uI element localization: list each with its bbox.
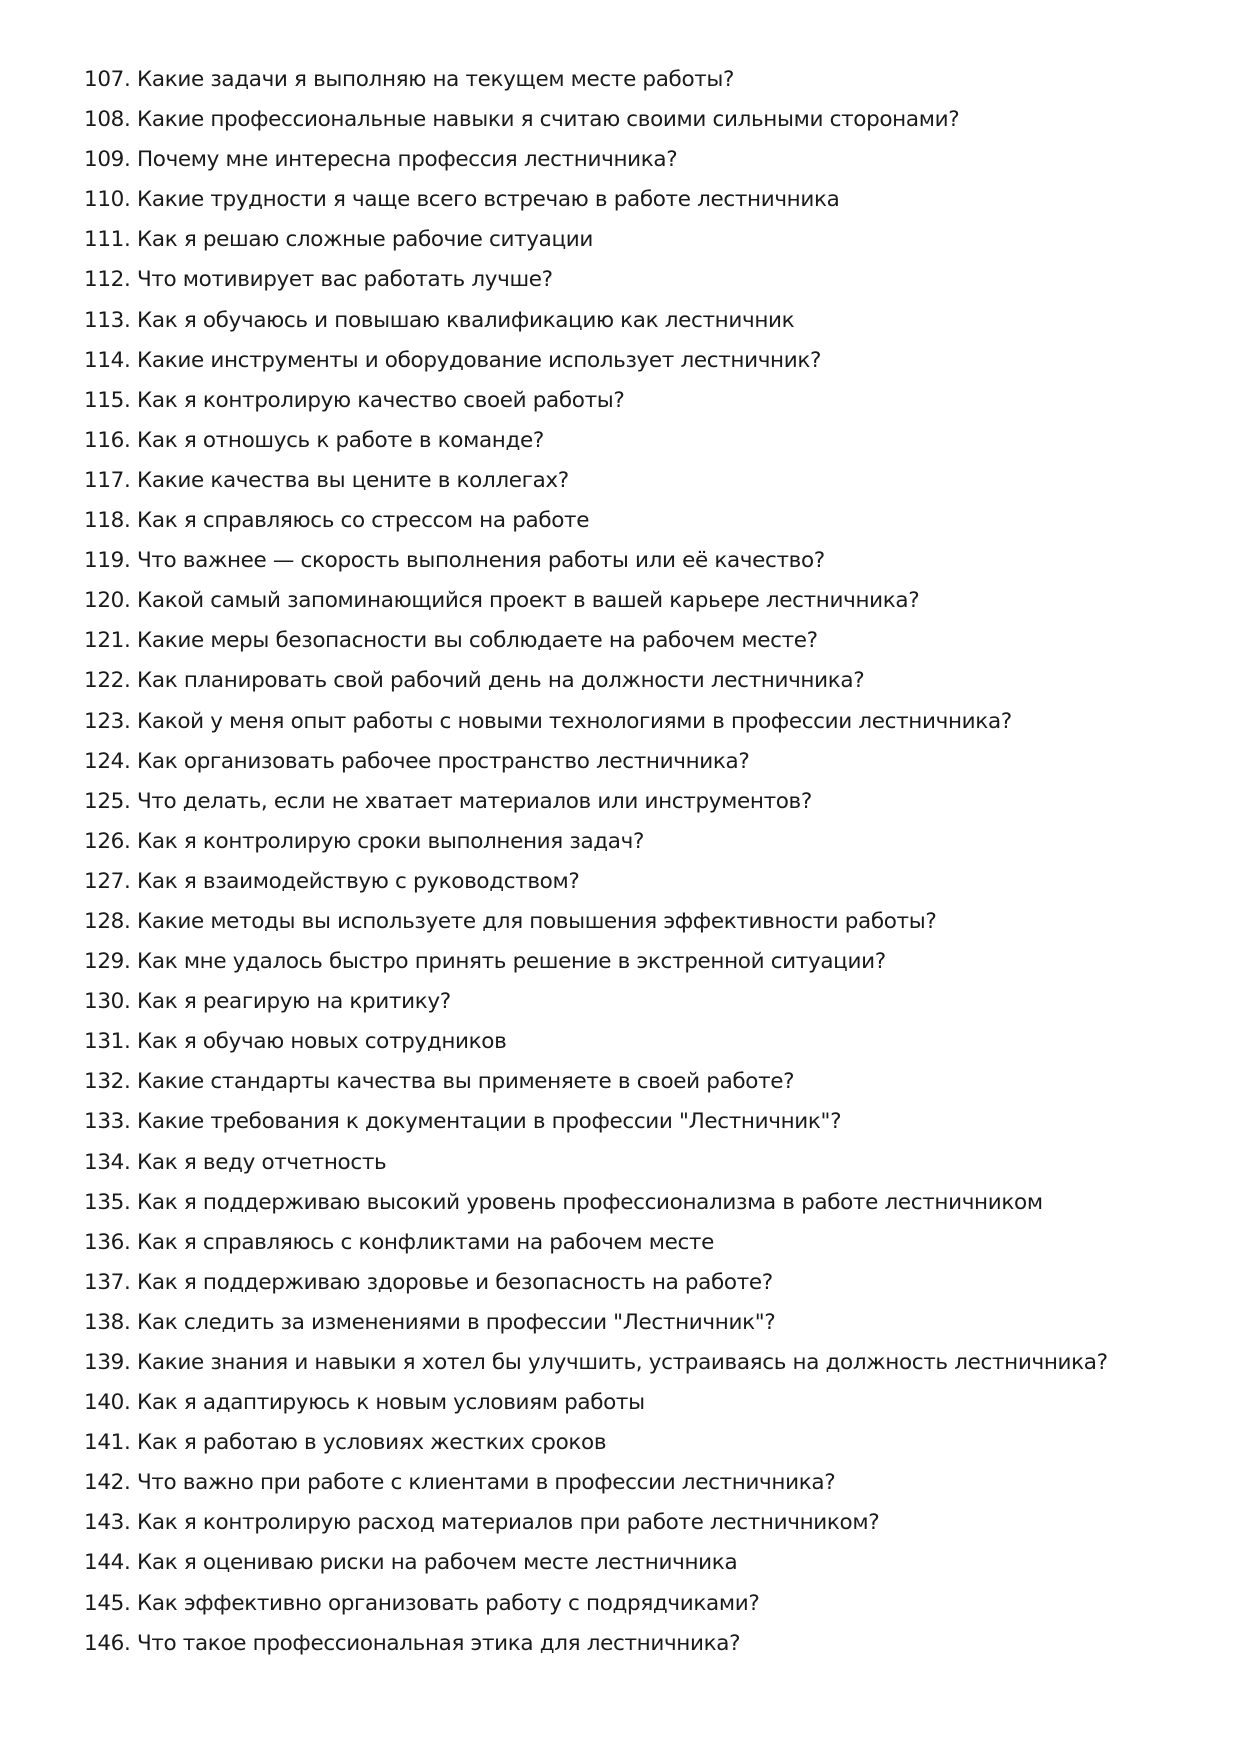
question-item-117: 117. Какие качества вы цените в коллегах?: [84, 467, 569, 493]
question-item-136: 136. Как я справляюсь с конфликтами на рабочем месте: [84, 1229, 714, 1255]
question-item-137: 137. Как я поддерживаю здоровье и безопасность на работе?: [84, 1269, 773, 1295]
question-item-128: 128. Какие методы вы используете для повышения эффективности работы?: [84, 908, 937, 934]
question-item-132: 132. Какие стандарты качества вы применяете в своей работе?: [84, 1069, 795, 1095]
question-item-124: 124. Как организовать рабочее пространство лестничника?: [84, 748, 750, 774]
question-item-119: 119. Что важнее — скорость выполнения работы или её качество?: [84, 548, 825, 574]
question-item-108: 108. Какие профессиональные навыки я считаю своими сильными сторонами?: [84, 107, 960, 133]
question-item-112: 112. Что мотивирует вас работать лучше?: [84, 267, 553, 293]
question-item-145: 145. Как эффективно организовать работу с подрядчиками?: [84, 1590, 760, 1616]
question-item-120: 120. Какой самый запоминающийся проект в вашей карьере лестничника?: [84, 588, 920, 614]
question-item-125: 125. Что делать, если не хватает материалов или инструментов?: [84, 788, 812, 814]
question-item-114: 114. Какие инструменты и оборудование использует лестничник?: [84, 347, 822, 373]
question-item-146: 146. Что такое профессиональная этика для лестничника?: [84, 1630, 741, 1656]
question-item-131: 131. Как я обучаю новых сотрудников: [84, 1029, 507, 1055]
question-item-141: 141. Как я работаю в условиях жестких сроков: [84, 1430, 607, 1456]
question-item-127: 127. Как я взаимодействую с руководством?: [84, 868, 580, 894]
question-item-142: 142. Что важно при работе с клиентами в профессии лестничника?: [84, 1470, 836, 1496]
question-item-133: 133. Какие требования к документации в профессии "Лестничник"?: [84, 1109, 842, 1135]
question-item-118: 118. Как я справляюсь со стрессом на работе: [84, 508, 590, 534]
question-item-129: 129. Как мне удалось быстро принять решение в экстренной ситуации?: [84, 949, 886, 975]
question-item-109: 109. Почему мне интересна профессия лестничника?: [84, 147, 678, 173]
question-item-123: 123. Какой у меня опыт работы с новыми технологиями в профессии лестничника?: [84, 708, 1012, 734]
question-item-134: 134. Как я веду отчетность: [84, 1149, 387, 1175]
question-item-135: 135. Как я поддерживаю высокий уровень профессионализма в работе лестничником: [84, 1189, 1043, 1215]
question-item-111: 111. Как я решаю сложные рабочие ситуации: [84, 227, 593, 253]
question-item-126: 126. Как я контролирую сроки выполнения задач?: [84, 828, 645, 854]
question-list: [84, 60, 1204, 1664]
question-item-140: 140. Как я адаптируюсь к новым условиям работы: [84, 1390, 645, 1416]
question-item-143: 143. Как я контролирую расход материалов при работе лестничником?: [84, 1510, 880, 1536]
question-item-116: 116. Как я отношусь к работе в команде?: [84, 427, 544, 453]
question-item-121: 121. Какие меры безопасности вы соблюдаете на рабочем месте?: [84, 628, 818, 654]
question-item-122: 122. Как планировать свой рабочий день на должности лестничника?: [84, 668, 865, 694]
question-item-107: 107. Какие задачи я выполняю на текущем месте работы?: [84, 67, 735, 92]
question-item-115: 115. Как я контролирую качество своей работы?: [84, 387, 625, 413]
question-item-139: 139. Какие знания и навыки я хотел бы улучшить, устраиваясь на должность лестничника?: [84, 1350, 1108, 1375]
question-item-110: 110. Какие трудности я чаще всего встречаю в работе лестничника: [84, 187, 840, 213]
question-item-113: 113. Как я обучаюсь и повышаю квалификацию как лестничник: [84, 307, 795, 333]
question-item-130: 130. Как я реагирую на критику?: [84, 989, 451, 1015]
question-item-138: 138. Как следить за изменениями в профессии "Лестничник"?: [84, 1309, 776, 1335]
question-item-144: 144. Как я оцениваю риски на рабочем месте лестничника: [84, 1550, 738, 1576]
